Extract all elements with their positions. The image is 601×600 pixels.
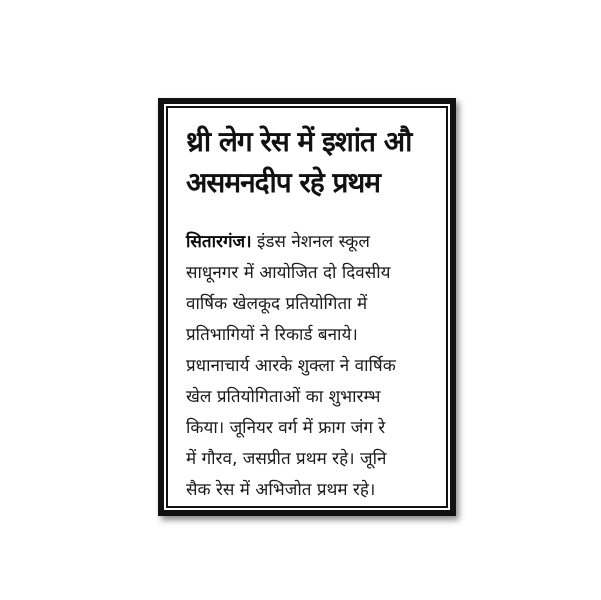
body-line-9: सैक रेस में अभिजोत प्रथम रहे। (186, 480, 376, 500)
body-line-1 (186, 227, 444, 258)
body-line-4: प्रतिभागियों ने रिकार्ड बनाये। (186, 325, 358, 345)
article-body (186, 227, 444, 504)
dateline: सितारगंज। (186, 232, 252, 252)
body-line-6: खेल प्रतियोगिताओं का शुभारम्भ (186, 387, 381, 407)
body-line-8: में गौरव, जसप्रीत प्रथम रहे। जूनि (186, 449, 387, 469)
clipping-content (170, 110, 444, 504)
body-line-1-text: इंडस नेशनल स्कूल (251, 232, 370, 252)
body-line-7: किया। जूनियर वर्ग में फ्राग जंग रे (186, 418, 386, 438)
body-line-5: प्रधानाचार्य आरके शुक्ला ने वार्षिक (186, 356, 396, 376)
body-line-2: साधूनगर में आयोजित दो दिवसीय (186, 263, 391, 283)
headline-line-1: थ्री लेग रेस में इशांत औ (186, 125, 412, 158)
body-line-3: वार्षिक खेलकूद प्रतियोगिता में (186, 294, 368, 314)
headline-line-2: असमनदीप रहे प्रथम (186, 166, 381, 199)
newspaper-clipping (158, 98, 456, 516)
